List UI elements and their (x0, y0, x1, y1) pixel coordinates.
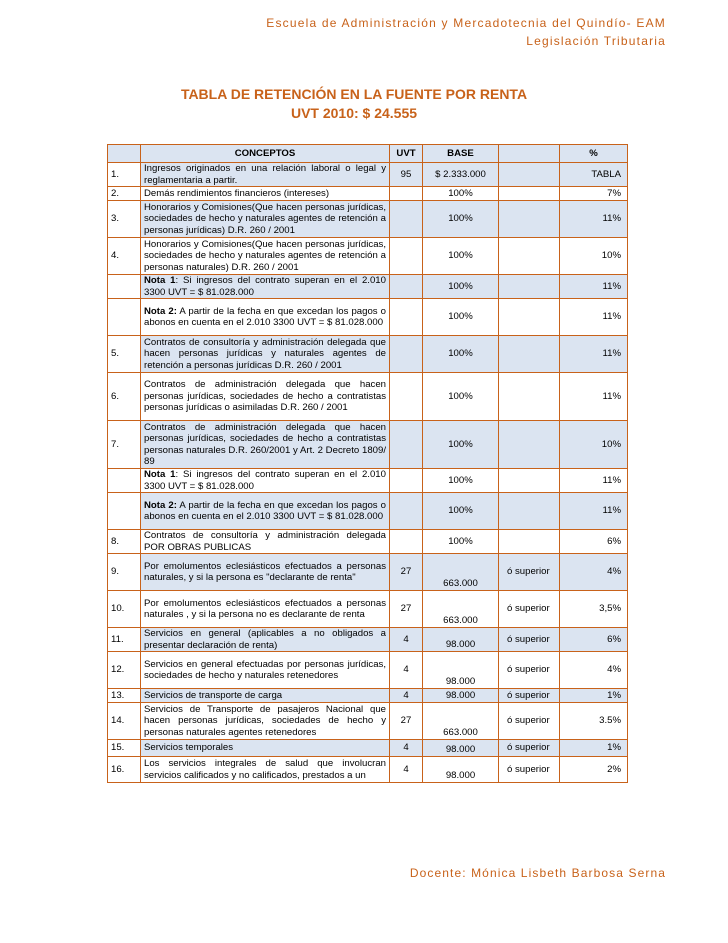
table-row (108, 163, 628, 187)
row-uvt (390, 373, 423, 421)
table-row (108, 421, 628, 469)
note-text: A partir de la fecha en que excedan los pagos o abonos en cuenta en el 2.010 3300 UVT = $ 81.028.000 (144, 499, 386, 522)
row-percent: 1% (560, 740, 628, 757)
row-uvt: 4 (390, 757, 423, 783)
row-base: 100% (423, 493, 499, 530)
row-qualifier (499, 373, 560, 421)
row-concept (141, 493, 390, 530)
row-concept: Por emolumentos eclesiásticos efectuados a personas naturales , y si la persona no es declarante de renta (141, 591, 390, 628)
row-number: 4. (108, 238, 141, 275)
row-qualifier: ó superior (499, 703, 560, 740)
row-base: 100% (423, 275, 499, 299)
row-qualifier (499, 469, 560, 493)
row-qualifier (499, 201, 560, 238)
row-uvt (390, 421, 423, 469)
row-number: 3. (108, 201, 141, 238)
row-percent: 3.5% (560, 703, 628, 740)
table-row (108, 652, 628, 689)
table-row (108, 554, 628, 591)
table-row (108, 336, 628, 373)
table-row (108, 591, 628, 628)
row-uvt (390, 275, 423, 299)
row-base: 100% (423, 336, 499, 373)
row-base: 98.000 (423, 689, 499, 703)
row-base: 100% (423, 187, 499, 201)
row-qualifier: ó superior (499, 652, 560, 689)
table-header-row (108, 145, 628, 163)
table-row (108, 628, 628, 652)
row-qualifier: ó superior (499, 689, 560, 703)
table-row (108, 493, 628, 530)
row-qualifier (499, 299, 560, 336)
row-uvt (390, 493, 423, 530)
row-concept: Servicios en general (aplicables a no obligados a presentar declaración de renta) (141, 628, 390, 652)
row-concept: Servicios en general efectuadas por personas jurídicas, sociedades de hecho y naturales retenedores (141, 652, 390, 689)
row-percent: 6% (560, 628, 628, 652)
row-number: 5. (108, 336, 141, 373)
row-number: 9. (108, 554, 141, 591)
row-concept: Los servicios integrales de salud que involucran servicios calificados y no calificados, prestados a un (141, 757, 390, 783)
row-number (108, 493, 141, 530)
row-concept: Contratos de administración delegada que hacen personas jurídicas, sociedades de hecho a contratistas personas jurídicas o asimiladas D.R. 260 / 2001 (141, 373, 390, 421)
row-qualifier (499, 530, 560, 554)
row-qualifier (499, 275, 560, 299)
row-percent: 3,5% (560, 591, 628, 628)
row-number: 1. (108, 163, 141, 187)
row-base: 100% (423, 201, 499, 238)
header-subject: Legislación Tributaria (526, 34, 666, 48)
row-concept: Por emolumentos eclesiásticos efectuados a personas naturales, y si la persona es "declarante de renta" (141, 554, 390, 591)
row-percent: 6% (560, 530, 628, 554)
row-percent: 11% (560, 493, 628, 530)
row-uvt (390, 299, 423, 336)
row-qualifier (499, 493, 560, 530)
row-concept: Servicios de Transporte de pasajeros Nacional que hacen personas jurídicas, sociedades de hecho y personas naturales agentes retenedores (141, 703, 390, 740)
row-concept: Demás rendimientos financieros (intereses) (141, 187, 390, 201)
row-number (108, 299, 141, 336)
row-number: 6. (108, 373, 141, 421)
row-qualifier (499, 421, 560, 469)
table-row (108, 740, 628, 757)
row-base: 98.000 (423, 652, 499, 689)
footer-teacher: Docente: Mónica Lisbeth Barbosa Serna (409, 866, 666, 880)
row-percent: 10% (560, 238, 628, 275)
row-percent: TABLA (560, 163, 628, 187)
row-uvt (390, 201, 423, 238)
header-cell-uvt: UVT (390, 145, 423, 163)
table-row (108, 275, 628, 299)
header-cell-conceptos: CONCEPTOS (141, 145, 390, 163)
row-base: 100% (423, 299, 499, 336)
note-label: Nota 2: (144, 499, 177, 511)
row-concept: Contratos de administración delegada que hacen personas jurídicas, sociedades de hecho a contratistas personas naturales D.R. 260/2001 y Art. 2 Decreto 1809/ 89 (141, 421, 390, 469)
row-qualifier: ó superior (499, 554, 560, 591)
row-base: 663.000 (423, 591, 499, 628)
note-label: Nota 1 (144, 469, 176, 480)
row-number: 16. (108, 757, 141, 783)
note-text: : Si ingresos del contrato superan en el 2.010 3300 UVT = $ 81.028.000 (144, 275, 386, 298)
row-concept: Ingresos originados en una relación laboral o legal y reglamentaria a partir. (141, 163, 390, 187)
row-percent: 11% (560, 299, 628, 336)
table-row (108, 201, 628, 238)
row-number (108, 469, 141, 493)
row-percent: 11% (560, 336, 628, 373)
row-number: 14. (108, 703, 141, 740)
row-number (108, 275, 141, 299)
row-percent: 4% (560, 652, 628, 689)
row-qualifier: ó superior (499, 628, 560, 652)
table-row (108, 187, 628, 201)
row-number: 7. (108, 421, 141, 469)
row-concept: Contratos de consultoría y administración delegada que hacen personas jurídicas y naturales agentes de retención a personas jurídicas D.R. 260 / 2001 (141, 336, 390, 373)
row-qualifier: ó superior (499, 757, 560, 783)
row-number: 15. (108, 740, 141, 757)
row-base: $ 2.333.000 (423, 163, 499, 187)
row-qualifier (499, 163, 560, 187)
row-qualifier (499, 238, 560, 275)
row-uvt: 95 (390, 163, 423, 187)
row-uvt: 27 (390, 554, 423, 591)
row-number: 10. (108, 591, 141, 628)
header-school: Escuela de Administración y Mercadotecnia del Quindío- EAM (266, 16, 666, 30)
row-percent: 11% (560, 373, 628, 421)
row-concept (141, 275, 390, 299)
row-percent: 4% (560, 554, 628, 591)
row-number: 13. (108, 689, 141, 703)
row-uvt: 4 (390, 652, 423, 689)
header-cell-base: BASE (423, 145, 499, 163)
table-row (108, 689, 628, 703)
row-percent: 7% (560, 187, 628, 201)
row-percent: 1% (560, 689, 628, 703)
row-percent: 11% (560, 275, 628, 299)
row-concept: Servicios de transporte de carga (141, 689, 390, 703)
header-cell-percent: % (560, 145, 628, 163)
row-concept: Servicios temporales (141, 740, 390, 757)
row-uvt: 27 (390, 703, 423, 740)
table-row (108, 373, 628, 421)
row-uvt: 4 (390, 689, 423, 703)
row-uvt (390, 187, 423, 201)
row-concept (141, 299, 390, 336)
note-label: Nota 2: (144, 305, 177, 317)
note-text: A partir de la fecha en que excedan los pagos o abonos en cuenta en el 2.010 3300 UVT = $ 81.028.000 (144, 305, 386, 328)
table-row (108, 238, 628, 275)
row-number: 8. (108, 530, 141, 554)
header-cell-num (108, 145, 141, 163)
row-uvt: 4 (390, 628, 423, 652)
header-cell-blank (499, 145, 560, 163)
row-percent: 11% (560, 469, 628, 493)
row-qualifier (499, 336, 560, 373)
document-subtitle: UVT 2010: $ 24.555 (290, 105, 418, 121)
row-base: 98.000 (423, 757, 499, 783)
note-text: : Si ingresos del contrato superan en el 2.010 3300 UVT = $ 81.028.000 (144, 469, 386, 492)
row-base: 100% (423, 530, 499, 554)
table-row (108, 757, 628, 783)
row-qualifier (499, 187, 560, 201)
retention-table (107, 144, 628, 783)
table-row (108, 469, 628, 493)
note-label: Nota 1 (144, 275, 176, 286)
row-uvt (390, 469, 423, 493)
row-percent: 10% (560, 421, 628, 469)
row-percent: 2% (560, 757, 628, 783)
row-uvt: 4 (390, 740, 423, 757)
row-base: 663.000 (423, 703, 499, 740)
row-qualifier: ó superior (499, 591, 560, 628)
table-row (108, 299, 628, 336)
row-qualifier: ó superior (499, 740, 560, 757)
row-base: 100% (423, 469, 499, 493)
row-concept: Contratos de consultoría y administración delegada POR OBRAS PUBLICAS (141, 530, 390, 554)
row-base: 100% (423, 238, 499, 275)
row-base: 100% (423, 373, 499, 421)
table-row (108, 530, 628, 554)
document-title: TABLA DE RETENCIÓN EN LA FUENTE POR RENTA (180, 86, 528, 102)
row-concept: Honorarios y Comisiones(Que hacen personas jurídicas, sociedades de hecho y naturales agentes de retención a personas jurídicas) D.R. 260 / 2001 (141, 201, 390, 238)
row-base: 663.000 (423, 554, 499, 591)
row-number: 2. (108, 187, 141, 201)
row-number: 11. (108, 628, 141, 652)
row-base: 98.000 (423, 740, 499, 757)
row-base: 100% (423, 421, 499, 469)
row-concept: Honorarios y Comisiones(Que hacen personas jurídicas, sociedades de hecho y naturales agentes de retención a personas naturales) D.R. 260 / 2001 (141, 238, 390, 275)
row-uvt (390, 238, 423, 275)
row-number: 12. (108, 652, 141, 689)
row-uvt: 27 (390, 591, 423, 628)
row-percent: 11% (560, 201, 628, 238)
row-concept (141, 469, 390, 493)
row-uvt (390, 530, 423, 554)
table-row (108, 703, 628, 740)
row-base: 98.000 (423, 628, 499, 652)
row-uvt (390, 336, 423, 373)
